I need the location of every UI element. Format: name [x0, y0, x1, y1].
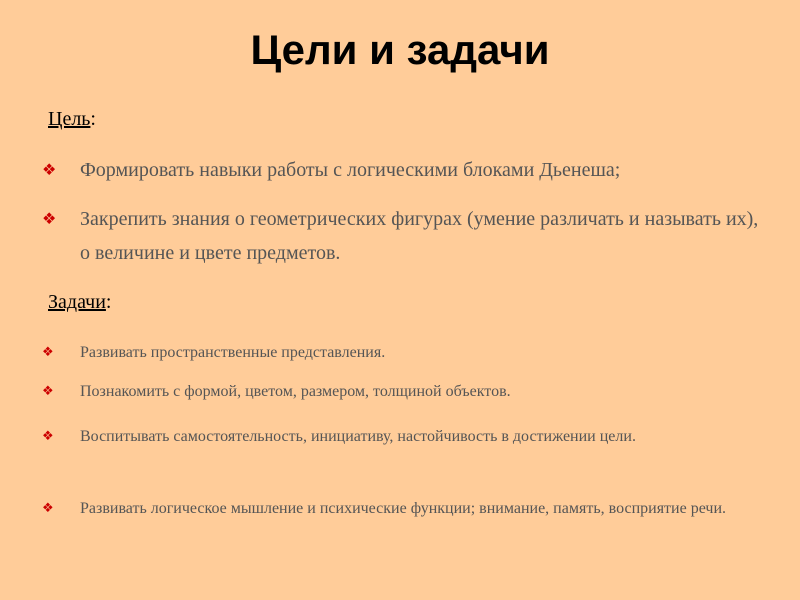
task-text: Развивать пространственные представления. [80, 344, 386, 361]
task-text: Воспитывать самостоятельность, инициативу, настойчивость в достижении цели. [80, 428, 636, 445]
task-text: Познакомить с формой, цветом, размером, толщиной объектов. [80, 383, 511, 400]
diamond-bullet-icon: ❖ [42, 501, 54, 516]
task-list-item [42, 339, 762, 366]
goal-text: Формировать навыки работы с логическими блоками Дьенеша; [80, 159, 621, 181]
task-list-item [42, 423, 762, 450]
diamond-bullet-icon: ❖ [42, 160, 57, 179]
task-text: Развивать логическое мышление и психические функции; внимание, память, восприятие речи. [80, 500, 727, 517]
diamond-bullet-icon: ❖ [42, 384, 54, 399]
tasks-heading [48, 289, 111, 315]
diamond-bullet-icon: ❖ [42, 429, 54, 444]
goal-heading-colon: : [90, 108, 96, 130]
goal-heading [48, 106, 96, 132]
slide-title: Цели и задачи [250, 26, 550, 73]
tasks-heading-label: Задачи [48, 291, 106, 313]
goal-heading-label: Цель [48, 108, 91, 130]
goal-text: Закрепить знания о геометрических фигурах (умение различать и называть их), о величине и цвете предметов. [80, 208, 759, 264]
goal-list-item [42, 153, 762, 187]
task-list-item [42, 495, 762, 522]
goal-list-item [42, 202, 762, 270]
diamond-bullet-icon: ❖ [42, 345, 54, 360]
diamond-bullet-icon: ❖ [42, 209, 57, 228]
task-list-item [42, 378, 762, 405]
tasks-heading-colon: : [105, 291, 112, 313]
